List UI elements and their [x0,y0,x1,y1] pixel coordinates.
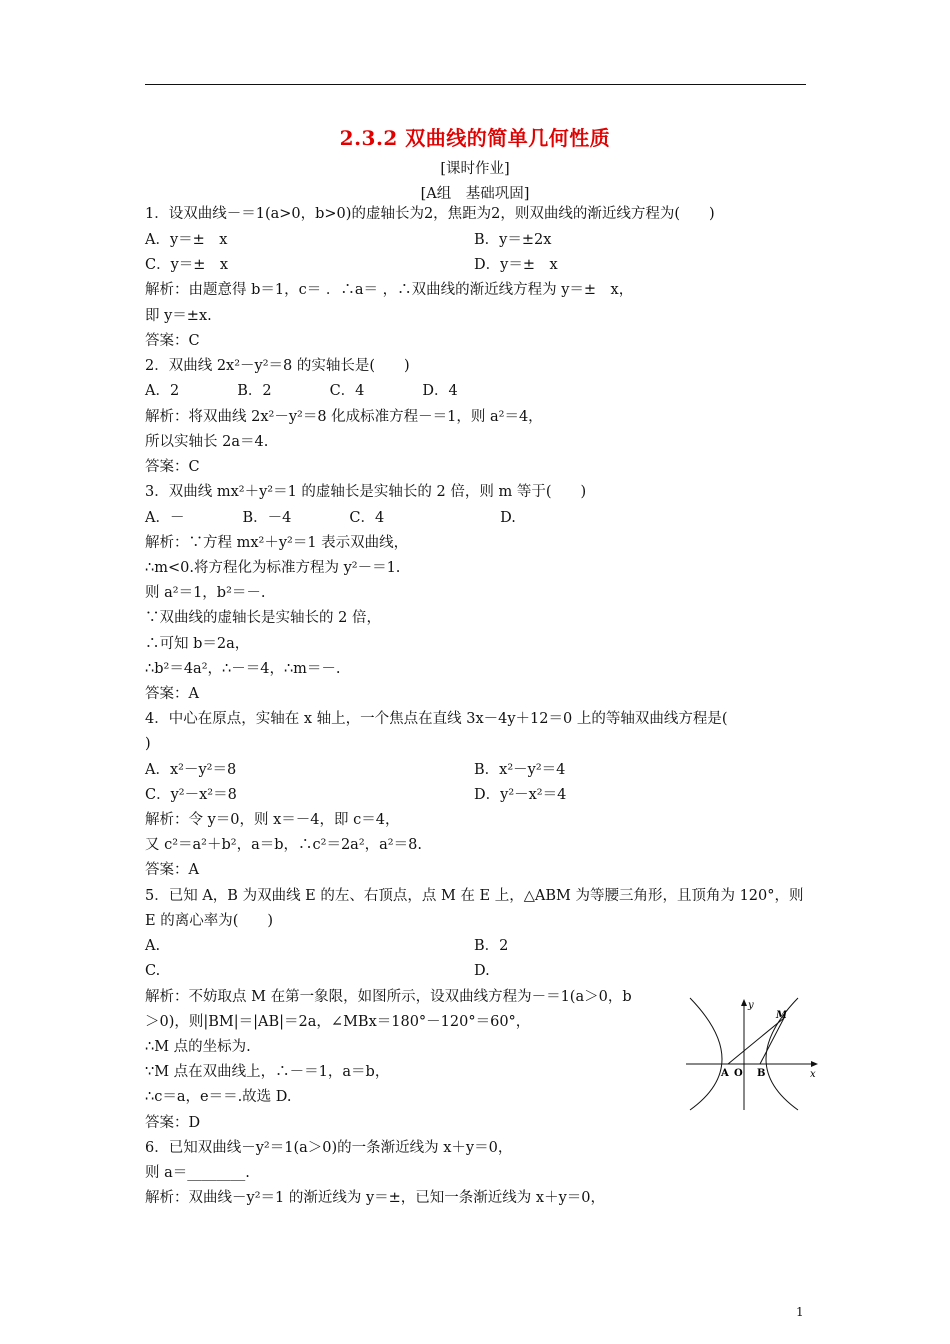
text-line: 5．已知 A，B 为双曲线 E 的左、右顶点，点 M 在 E 上，△ABM 为等腰三角形，且顶角为 120°，则 [145,888,804,904]
answer-line: 答案：C [145,333,200,349]
answer-line: 答案：D [145,1115,201,1131]
text-line: ∵M 点在双曲线上，∴－＝1，a＝b， [145,1064,390,1080]
answer-line: 答案：A [145,686,199,702]
option-b: B．x²－y²＝4 [474,762,566,778]
section-label: [课时作业] [440,161,510,177]
text-line: 4．中心在原点，实轴在 x 轴上，一个焦点在直线 3x－4y＋12＝0 上的等轴双曲线方程是( [145,711,728,727]
text-line: ∵双曲线的虚轴长是实轴长的 2 倍， [145,610,381,626]
text-line: 则 a＝________. [145,1165,250,1181]
hyperbola-figure [684,996,820,1112]
text-line: ∴b²＝4a²，∴－＝4，∴m＝－. [145,661,341,677]
text-line: E 的离心率为( ) [145,913,274,929]
text-line: 解析：双曲线－y²＝1 的渐近线为 y＝±，已知一条渐近线为 x＋y＝0， [145,1190,605,1206]
text-line: 又 c²＝a²＋b²，a＝b，∴c²＝2a²，a²＝8. [145,837,422,853]
text-line: 即 y＝±x. [145,308,212,324]
option-a: A. [145,938,161,954]
group-label: [A组 基础巩固] [420,186,530,202]
text-line: 解析：不妨取点 M 在第一象限，如图所示，设双曲线方程为－＝1(a＞0，b [145,989,632,1005]
point-label-b: B [757,1068,766,1079]
text-line: 解析：令 y＝0，则 x＝－4，即 c＝4， [145,812,400,828]
text-line: ) [145,736,151,752]
text-line: ∴c＝a，e＝＝.故选 D. [145,1089,292,1105]
answer-line: 答案：A [145,862,199,878]
option-b: B．2 [474,938,509,954]
point-label-m: M [776,1010,788,1021]
text-line: 1．设双曲线－＝1(a>0，b>0)的虚轴长为2，焦距为2，则双曲线的渐近线方程为( ) [145,206,715,222]
option-b: B．y＝±2x [474,232,552,248]
text-line: 解析：∵方程 mx²＋y²＝1 表示双曲线， [145,535,409,551]
point-label-a: A [721,1068,729,1079]
options-line: A．2 B．2 C．4 D．4 [145,383,458,399]
text-line: 所以实轴长 2a＝4. [145,434,269,450]
option-d: D．y＝± x [474,257,558,273]
text-line: 3．双曲线 mx²＋y²＝1 的虚轴长是实轴长的 2 倍，则 m 等于( ) [145,484,587,500]
page-title: 2.3.2 双曲线的简单几何性质 [339,126,611,150]
text-line: ∴M 点的坐标为. [145,1039,251,1055]
text-line: ∴可知 b＝2a， [145,636,250,652]
option-c: C．y²－x²＝8 [145,787,237,803]
text-line: ＞0)，则|BM|＝|AB|＝2a，∠MBx＝180°－120°＝60°， [145,1014,531,1030]
text-line: 解析：将双曲线 2x²－y²＝8 化成标准方程－＝1，则 a²＝4， [145,409,543,425]
axis-label-y: y [748,1000,754,1011]
option-d: D．y²－x²＝4 [474,787,567,803]
option-a: A．y＝± x [145,232,228,248]
option-c: C. [145,963,161,979]
text-line: 2．双曲线 2x²－y²＝8 的实轴长是( ) [145,358,410,374]
text-line: 解析：由题意得 b＝1，c＝ ．∴a＝ ，∴双曲线的渐近线方程为 y＝± x， [145,282,634,298]
option-a: A．x²－y²＝8 [145,762,237,778]
text-line: 则 a²＝1，b²＝－. [145,585,266,601]
page-number: 1 [796,1305,804,1319]
answer-line: 答案：C [145,459,200,475]
axis-label-x: x [810,1069,816,1080]
options-line: A．－ B．－4 C．4 D. [145,510,516,526]
text-line: 6．已知双曲线－y²＝1(a＞0)的一条渐近线为 x＋y＝0， [145,1140,513,1156]
option-c: C．y＝± x [145,257,229,273]
header-rule [145,84,806,85]
option-d: D. [474,963,490,979]
text-line: ∴m<0.将方程化为标准方程为 y²－＝1. [145,560,401,576]
point-label-o: O [734,1068,743,1079]
